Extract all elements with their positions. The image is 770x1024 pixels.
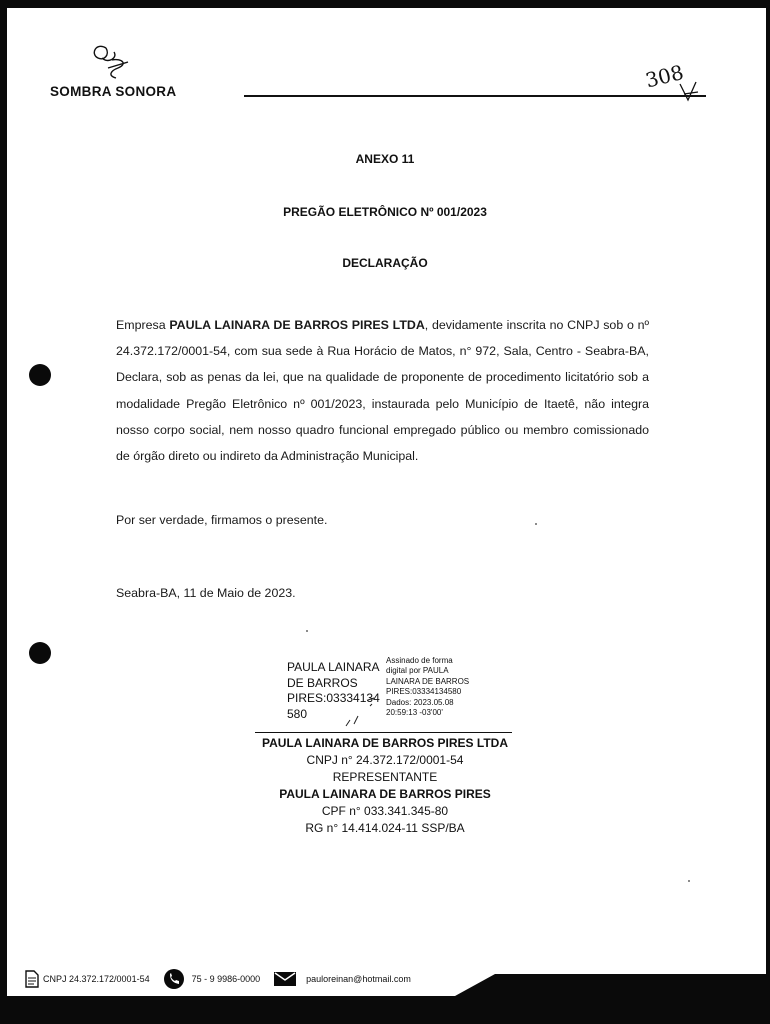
signatory-cpf: CPF n° 033.341.345-80 xyxy=(321,804,449,818)
page-number-stamp xyxy=(640,54,704,106)
punch-hole xyxy=(29,364,51,386)
signatory-name: PAULA LAINARA DE BARROS PIRES xyxy=(279,787,491,801)
signature-note-line: LAINARA DE BARROS xyxy=(386,676,470,686)
digital-signature-note xyxy=(386,656,469,718)
footer-band xyxy=(0,966,770,1024)
closing-statement: Por ser verdade, firmamos o presente. xyxy=(116,513,328,527)
brand-name: SOMBRA SONORA xyxy=(50,84,177,99)
signature-line xyxy=(255,732,512,733)
signature-name-line: PIRES:03334134 xyxy=(287,691,380,705)
signature-note-line: 20:59:13 -03'00' xyxy=(386,708,443,718)
paragraph-text: , devidamente inscrita no CNPJ sob o nº 24.372.172/0001-54, com sua sede à Rua Horácio de Matos, n° 972, Sala, Centro - Seabra-BA, Declara, sob as penas da lei, que na qualidade de proponente de procedimento licitatório sob a modalidade Pregão Eletrônico nº 001/2023, instaurada pelo Município de Itaetê, não integra nosso corpo social, nem nosso quadro funcional empregado público ou membro comissionado de órgão direto ou indireto da Administração Municipal. xyxy=(116,318,649,464)
signatory-cnpj: CNPJ n° 24.372.172/0001-54 xyxy=(306,753,464,767)
signature-name-line: 580 xyxy=(287,706,308,721)
tender-title: PREGÃO ELETRÔNICO Nº 001/2023 xyxy=(283,205,487,219)
footer-email: pauloreinan@hotmail.com xyxy=(306,974,411,984)
declaration-title: DECLARAÇÃO xyxy=(342,256,428,270)
signature-flourish-icon xyxy=(340,696,380,730)
signature-note-line: Dados: 2023.05.08 xyxy=(386,697,454,707)
signatory-role: REPRESENTANTE xyxy=(332,770,438,784)
signature-note-line: digital por PAULA xyxy=(386,666,449,676)
scan-speck xyxy=(688,880,690,882)
date-line: Seabra-BA, 11 de Maio de 2023. xyxy=(116,586,296,600)
signatory-rg: RG n° 14.414.024-11 SSP/BA xyxy=(305,821,465,835)
scan-speck xyxy=(306,630,308,632)
page-stamp-number: 308 xyxy=(643,60,686,93)
signature-name-line: DE BARROS xyxy=(287,675,358,690)
annex-title: ANEXO 11 xyxy=(355,152,415,166)
signatory-company: PAULA LAINARA DE BARROS PIRES LTDA xyxy=(262,736,508,750)
footer-phone: 75 - 9 9986-0000 xyxy=(191,974,261,984)
declaration-paragraph xyxy=(116,312,649,469)
paragraph-company-name: PAULA LAINARA DE BARROS PIRES LTDA xyxy=(169,318,425,332)
scan-border-top xyxy=(0,0,770,8)
header-rule xyxy=(244,95,706,97)
signature-note-line: PIRES:03334134580 xyxy=(386,687,462,697)
signature-note-line: Assinado de forma xyxy=(386,656,453,665)
paragraph-prefix: Empresa xyxy=(116,318,170,332)
punch-hole xyxy=(29,642,51,664)
signature-name-line: PAULA LAINARA xyxy=(287,660,380,674)
brand-logo-icon xyxy=(88,38,140,84)
footer-cnpj: CNPJ 24.372.172/0001-54 xyxy=(43,974,150,984)
scan-speck xyxy=(535,523,537,525)
